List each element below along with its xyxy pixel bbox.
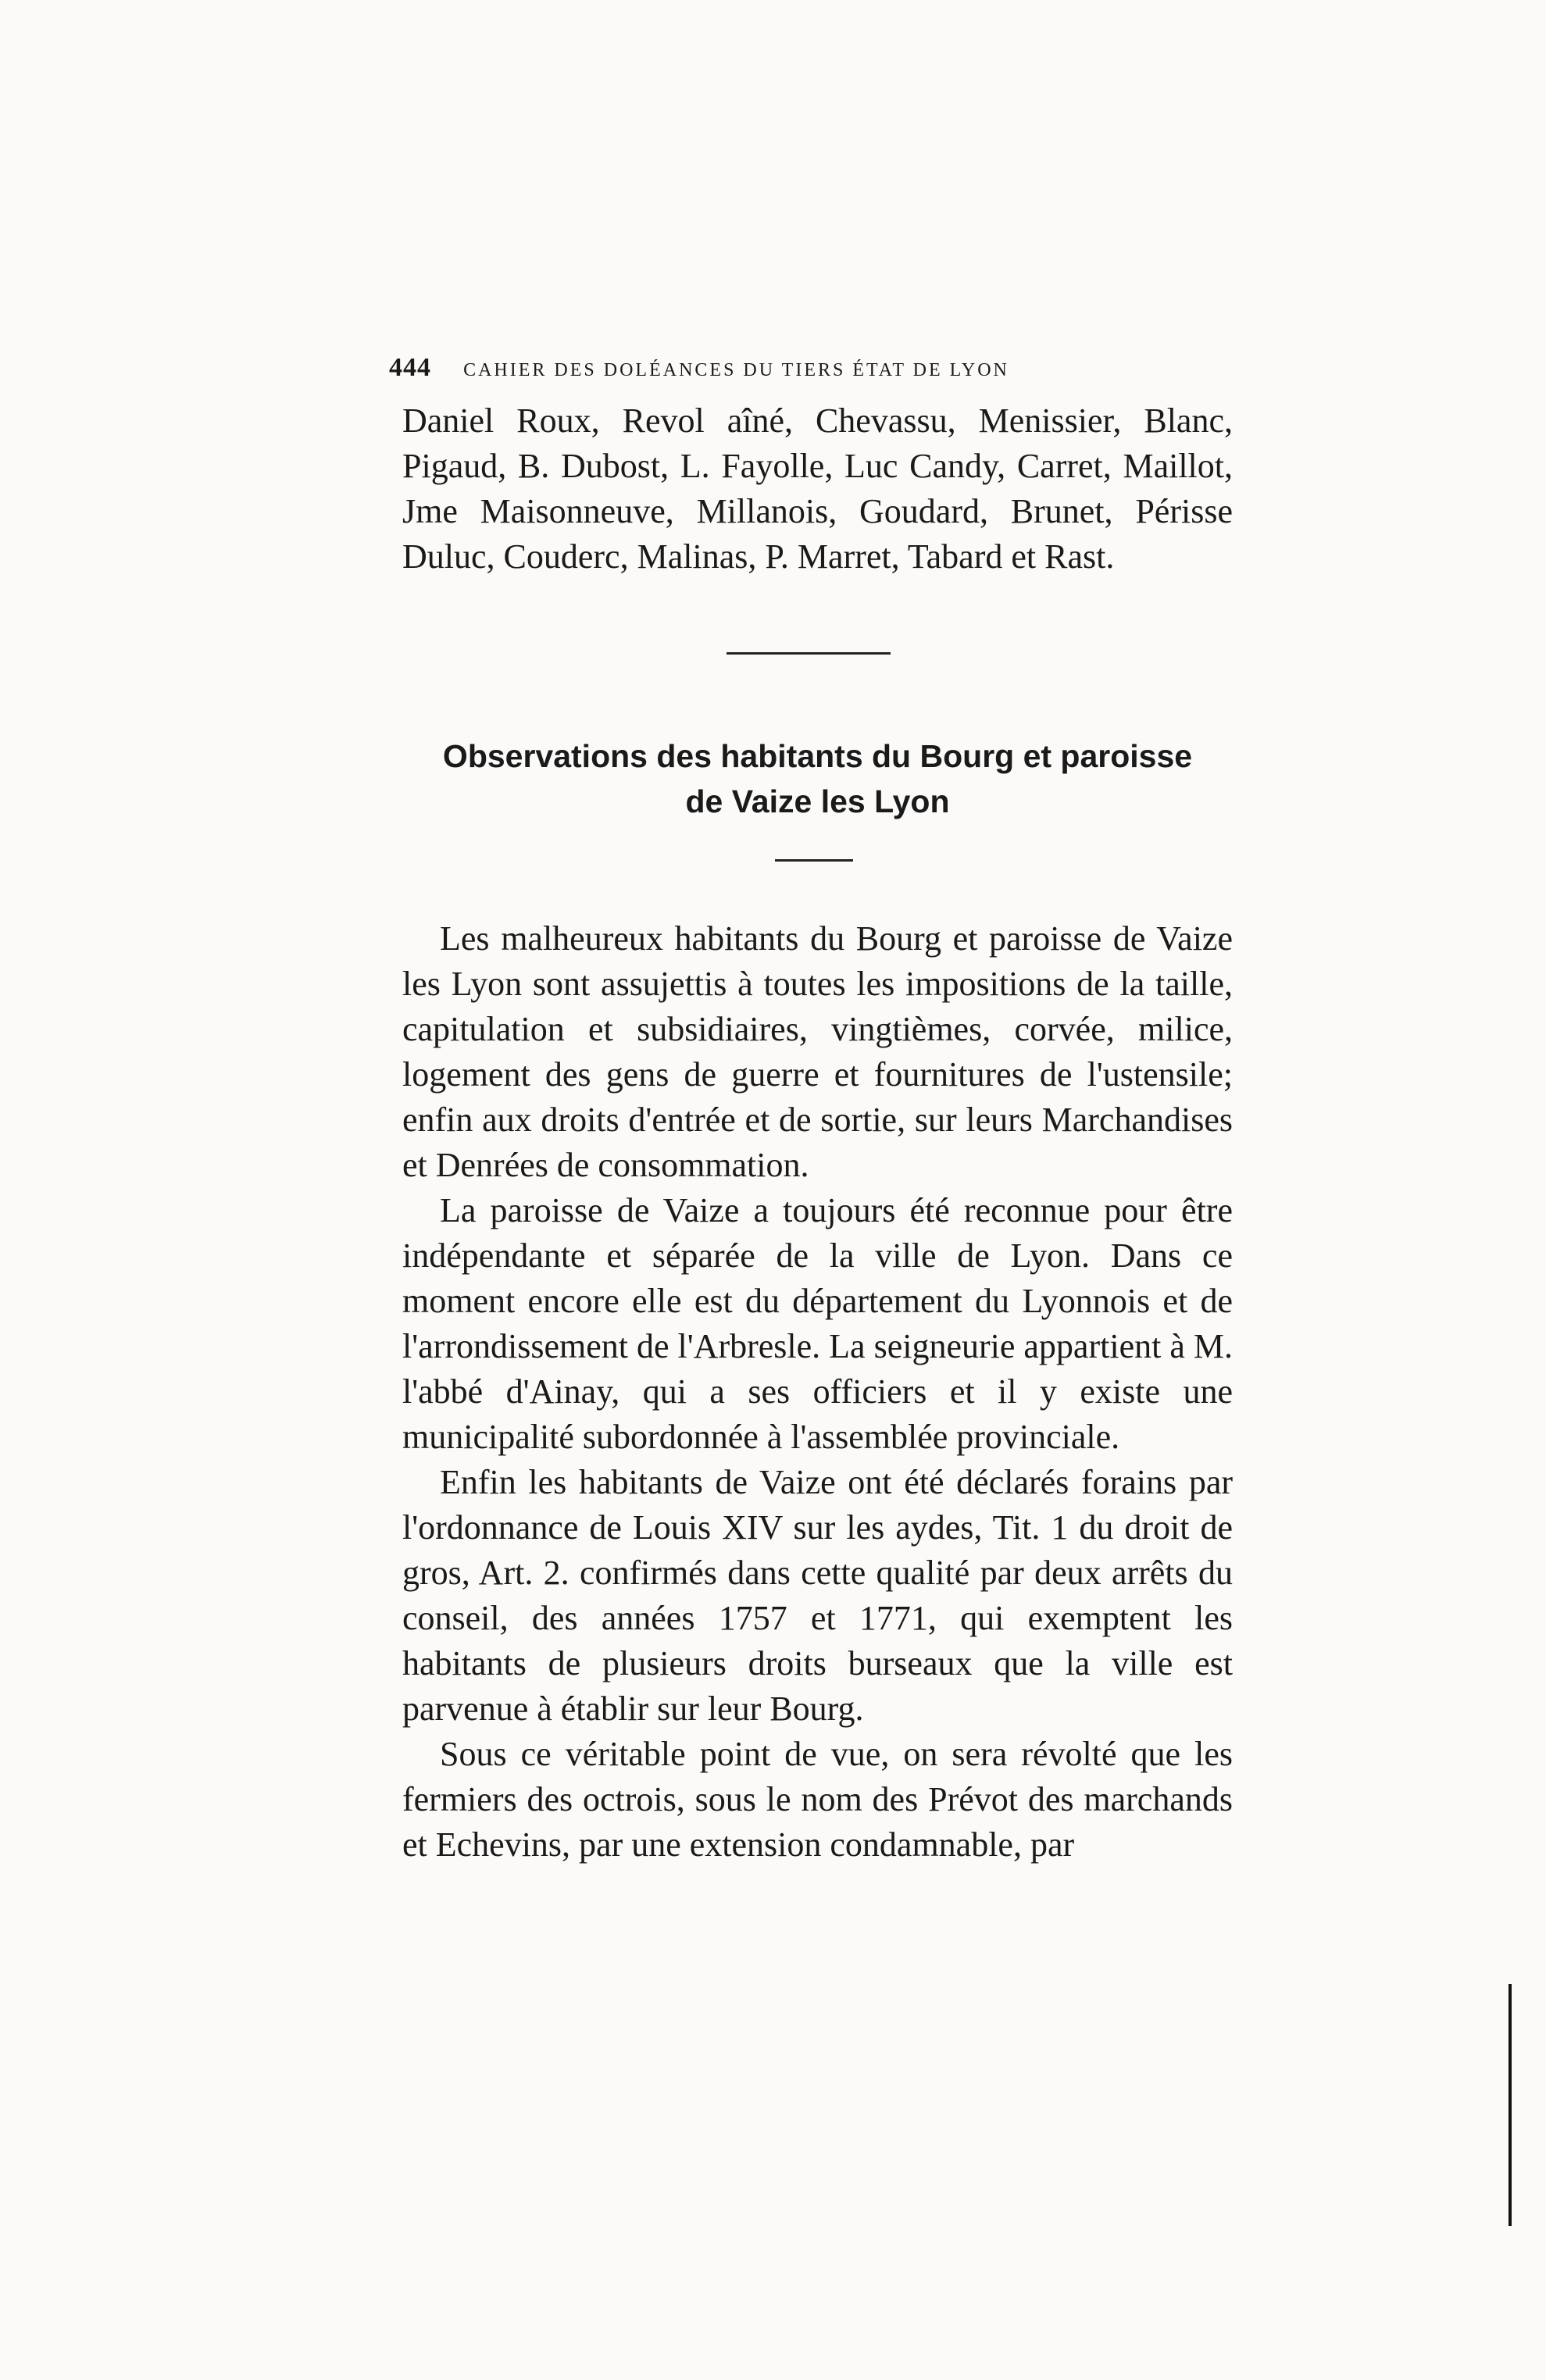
paragraph: Les malheureux habitants du Bourg et paroisse de Vaize les Lyon sont assujettis à toutes les impositions de la taille, capitulation et subsidiaires, vingtièmes, corvée, milice, logement des gens de guerre et fournitures de l'ustensile; enfin aux droits d'entrée et de sortie, sur leurs Marchandises et Denrées de consommation.	[402, 919, 1233, 1184]
paragraph: Sous ce véritable point de vue, on sera révolté que les fermiers des octrois, sous le nom des Prévot des marchands et Echevins, par une extension condamnable, par	[402, 1735, 1233, 1864]
paragraph: Enfin les habitants de Vaize ont été déclarés forains par l'ordonnance de Louis XIV sur les aydes, Tit. 1 du droit de gros, Art. 2. confirmés dans cette qualité par deux arrêts du conseil, des années 1757 et 1771, qui exemptent les habitants de plusieurs droits burseaux que la ville est parvenue à établir sur leur Bourg.	[402, 1463, 1233, 1728]
section-title-line-2: de Vaize les Lyon	[685, 783, 950, 819]
paragraph: La paroisse de Vaize a toujours été reconnue pour être indépendante et séparée de la ville de Lyon. Dans ce moment encore elle est du département du Lyonnois et de l'arrondissement de l'Arbresle. La seigneurie appartient à M. l'abbé d'Ainay, qui a ses officiers et il y existe une municipalité subordonnée à l'assemblée provinciale.	[402, 1191, 1233, 1456]
signatories-list	[402, 398, 1233, 580]
section-divider-bottom	[775, 859, 853, 862]
scan-edge-mark	[1509, 1984, 1512, 2226]
signatories-text: Daniel Roux, Revol aîné, Chevassu, Menissier, Blanc, Pigaud, B. Dubost, L. Fayolle, Luc Candy, Carret, Maillot, Jme Maisonneuve, Millanois, Goudard, Brunet, Périsse Duluc, Couderc, Malinas, P. Marret, Tabard et Rast.	[402, 401, 1233, 576]
section-divider-top	[727, 652, 891, 655]
section-title-line-1: Observations des habitants du Bourg et paroisse	[442, 738, 1193, 774]
page-number: 444	[389, 353, 431, 382]
body-text	[402, 916, 1233, 1868]
running-header	[389, 353, 1248, 387]
running-title: CAHIER DES DOLÉANCES DU TIERS ÉTAT DE LYON	[463, 360, 1009, 380]
